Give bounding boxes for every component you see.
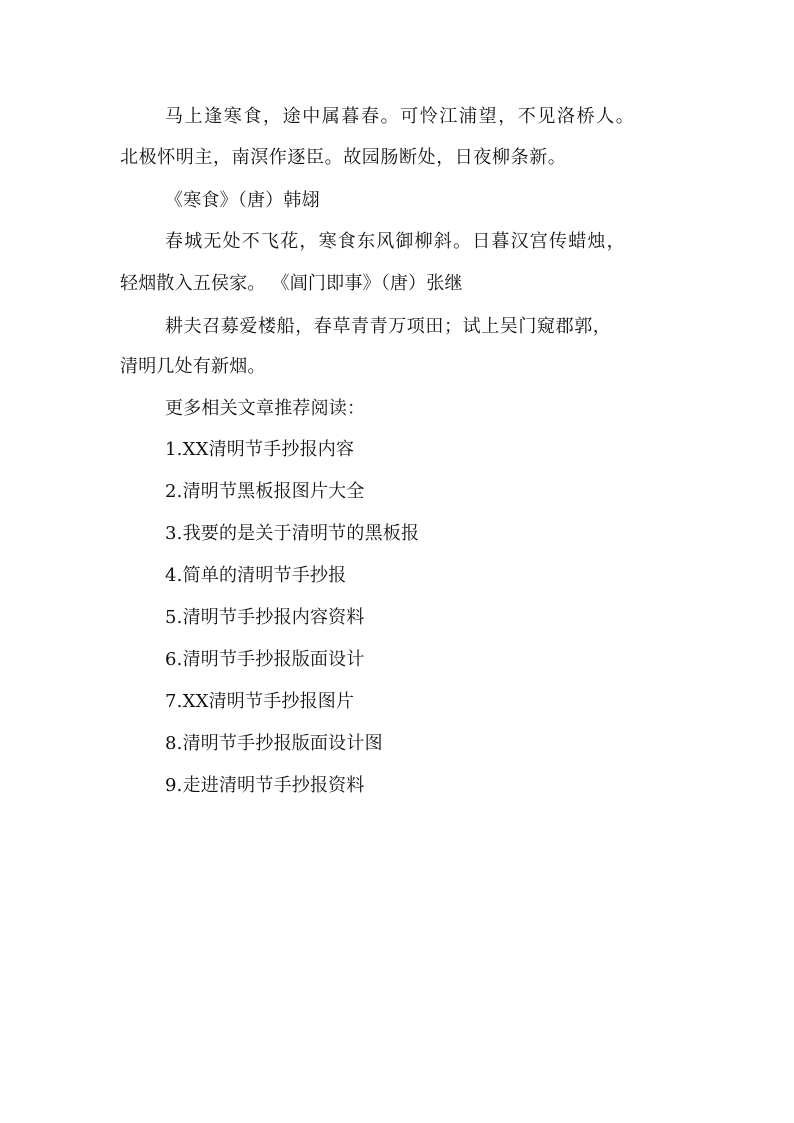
- list-item[interactable]: [165, 606, 419, 630]
- recommendation-link[interactable]: 5.清明节手抄报内容资料: [165, 607, 365, 628]
- list-item[interactable]: [165, 438, 419, 462]
- poem2-attribution: 《寒食》（唐）韩翃: [165, 190, 320, 211]
- list-item[interactable]: [165, 690, 419, 714]
- recommendation-link[interactable]: 3.我要的是关于清明节的黑板报: [165, 523, 420, 544]
- list-item[interactable]: [165, 480, 419, 504]
- recommendation-link[interactable]: 9.走进清明节手抄报资料: [165, 775, 365, 796]
- poem1-line1: 马上逢寒食，途中属暮春。可怜江浦望，不见洛桥人。: [165, 106, 636, 127]
- recommendation-list: [165, 438, 419, 816]
- recommendation-link[interactable]: 1.XX清明节手抄报内容: [165, 439, 355, 460]
- list-item[interactable]: [165, 522, 419, 546]
- list-item[interactable]: [165, 732, 419, 756]
- recommend-heading: 更多相关文章推荐阅读：: [165, 398, 366, 419]
- list-item[interactable]: [165, 648, 419, 672]
- list-item[interactable]: [165, 774, 419, 798]
- poem3-line2: 清明几处有新烟。: [120, 356, 266, 377]
- poem2-line1: 春城无处不飞花，寒食东风御柳斜。日暮汉宫传蜡烛，: [165, 231, 626, 252]
- recommendation-link[interactable]: 6.清明节手抄报版面设计: [165, 649, 365, 670]
- poem2-line2: 轻烟散入五侯家。 《阊门即事》（唐）张继: [120, 273, 463, 294]
- recommendation-link[interactable]: 4.简单的清明节手抄报: [165, 565, 347, 586]
- recommendation-link[interactable]: 2.清明节黑板报图片大全: [165, 481, 365, 502]
- poem3-line1: 耕夫召募爱楼船，春草青青万项田；试上吴门窥郡郭，: [165, 316, 612, 337]
- recommendation-link[interactable]: 7.XX清明节手抄报图片: [165, 691, 355, 712]
- list-item[interactable]: [165, 564, 419, 588]
- poem1-line2: 北极怀明主，南溟作逐臣。故园肠断处，日夜柳条新。: [120, 147, 567, 168]
- recommendation-link[interactable]: 8.清明节手抄报版面设计图: [165, 733, 383, 754]
